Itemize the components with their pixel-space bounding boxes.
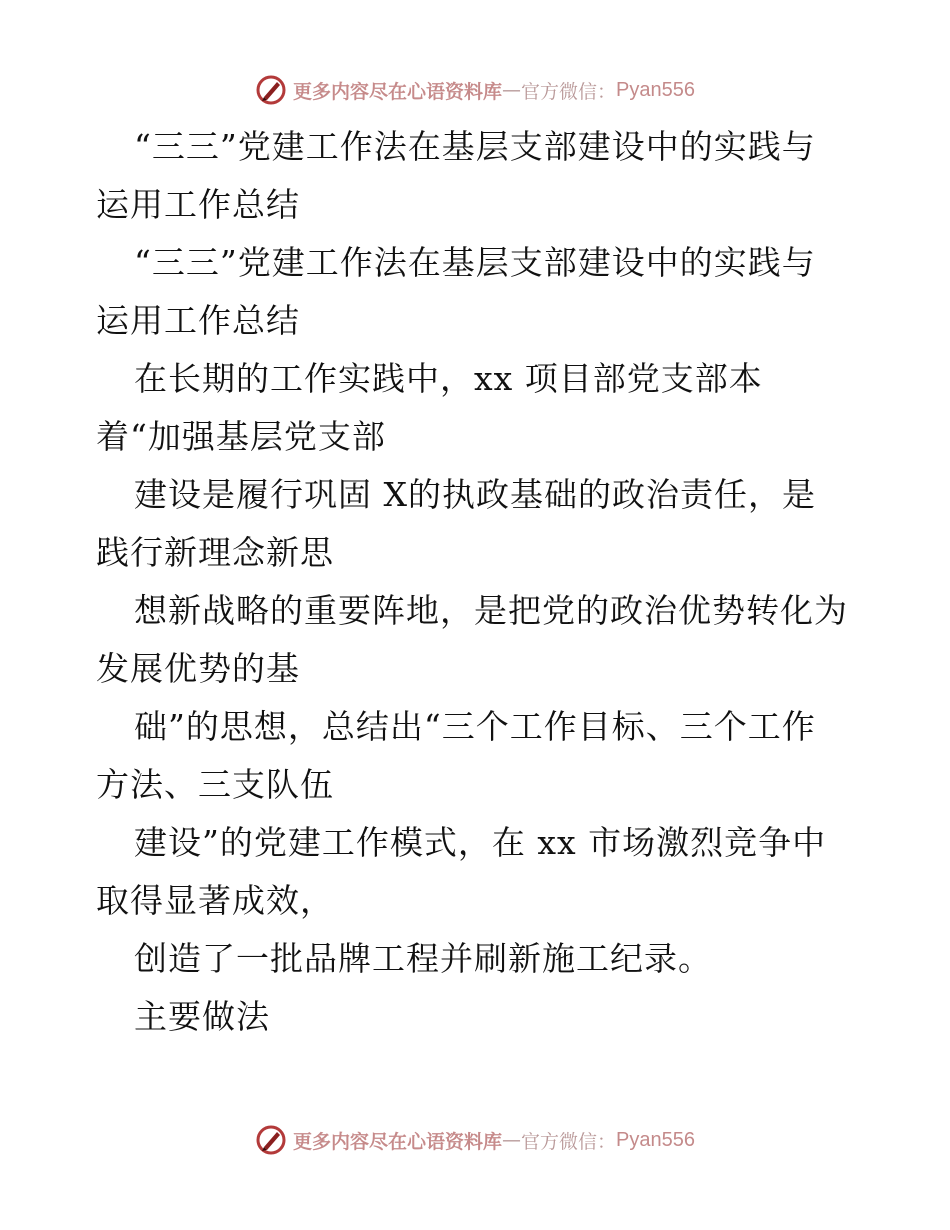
- header-wechat-label: 官方微信：: [521, 80, 617, 103]
- paragraph-line: 想新战略的重要阵地，是把党的政治优势转化为: [134, 591, 848, 630]
- header-wechat-id: Pyan556: [616, 78, 695, 101]
- header-banner: [0, 70, 950, 110]
- header-separator: —: [502, 79, 522, 101]
- paragraph-line: 取得显著成效，: [96, 881, 334, 920]
- paragraph-line: 建设”的党建工作模式，在 xx 市场激烈竞争中: [134, 823, 827, 862]
- paragraph-line: 发展优势的基: [96, 649, 300, 688]
- pen-logo-icon: [255, 1124, 287, 1156]
- paragraph-line: 践行新理念新思: [96, 533, 334, 572]
- paragraph-line: 创造了一批品牌工程并刷新施工纪录。: [134, 939, 712, 978]
- header-brand-text: 更多内容尽在心语资料库: [293, 80, 503, 103]
- footer-separator: —: [502, 1129, 522, 1151]
- title-repeat-line-1: “三三”党建工作法在基层支部建设中的实践与: [134, 243, 816, 282]
- footer-brand-text: 更多内容尽在心语资料库: [293, 1130, 503, 1153]
- paragraph-line: 在长期的工作实践中，xx 项目部党支部本: [134, 359, 763, 398]
- pen-logo-icon: [255, 74, 287, 106]
- footer-wechat-id: Pyan556: [616, 1128, 695, 1151]
- paragraph-line: 着“加强基层党支部: [96, 417, 386, 456]
- section-heading: 主要做法: [134, 997, 270, 1036]
- footer-wechat-label: 官方微信：: [521, 1130, 617, 1153]
- paragraph-line: 础”的思想，总结出“三个工作目标、三个工作: [134, 707, 816, 746]
- paragraph-line: 方法、三支队伍: [96, 765, 334, 804]
- document-body: [96, 118, 856, 1046]
- title-line-1: “三三”党建工作法在基层支部建设中的实践与: [134, 127, 816, 166]
- title-line-2: 运用工作总结: [96, 185, 300, 224]
- footer-banner: [0, 1120, 950, 1160]
- paragraph-line: 建设是履行巩固 X的执政基础的政治责任，是: [134, 475, 816, 514]
- title-repeat-line-2: 运用工作总结: [96, 301, 300, 340]
